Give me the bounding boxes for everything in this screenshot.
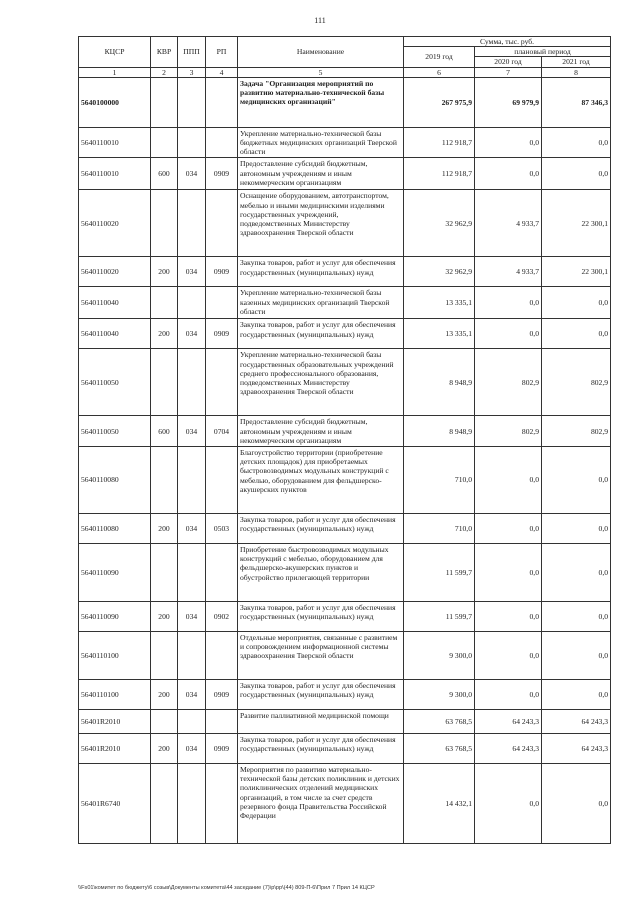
- row-kvr: 200: [151, 602, 178, 632]
- row-2020: 0,0: [475, 680, 542, 710]
- row-2021: 64 243,3: [542, 734, 611, 764]
- row-2021: 0,0: [542, 287, 611, 319]
- row-2020: 0,0: [475, 127, 542, 158]
- row-kvr: [151, 544, 178, 602]
- col-num: 1: [79, 67, 151, 77]
- row-2020: 0,0: [475, 514, 542, 544]
- table-row: [79, 710, 611, 734]
- table-row: [79, 190, 611, 257]
- row-name: Предоставление субсидий бюджетным, автономным учреждениям и иным некоммерческим организациям: [238, 158, 404, 190]
- row-2019: 11 599,7: [404, 602, 475, 632]
- row-2021: 802,9: [542, 349, 611, 416]
- row-kvr: [151, 764, 178, 844]
- table-row: [79, 544, 611, 602]
- row-name: Мероприятия по развитию материально-технической базы детских поликлиник и детских поликлинических отделений медицинских организаций, в том числе за счет средств резервного фонда Правительства Российской Федерации: [238, 764, 404, 844]
- table-row: [79, 514, 611, 544]
- header-kvr: КВР: [151, 37, 178, 68]
- header-rp: РП: [206, 37, 238, 68]
- row-kvr: [151, 127, 178, 158]
- row-code: 5640110050: [79, 416, 151, 447]
- row-name: Укрепление материально-технической базы бюджетных медицинских организаций Тверской области: [238, 127, 404, 158]
- row-rp: [206, 764, 238, 844]
- table-row: [79, 158, 611, 190]
- row-2021: 0,0: [542, 544, 611, 602]
- row-2021: 22 300,1: [542, 257, 611, 287]
- row-kvr: [151, 632, 178, 680]
- row-2020: 0,0: [475, 544, 542, 602]
- table-row: [79, 319, 611, 349]
- row-code: 5640110020: [79, 257, 151, 287]
- row-ppp: [178, 190, 206, 257]
- row-ppp: [178, 77, 206, 127]
- row-2019: 8 948,9: [404, 349, 475, 416]
- row-rp: [206, 127, 238, 158]
- row-name: Закупка товаров, работ и услуг для обеспечения государственных (муниципальных) нужд: [238, 257, 404, 287]
- row-2020: 4 933,7: [475, 257, 542, 287]
- row-ppp: [178, 764, 206, 844]
- row-ppp: [178, 447, 206, 514]
- row-2020: 0,0: [475, 287, 542, 319]
- table-row: [79, 77, 611, 127]
- row-code: 5640100000: [79, 77, 151, 127]
- row-code: 5640110050: [79, 349, 151, 416]
- row-kvr: 200: [151, 514, 178, 544]
- row-2020: 0,0: [475, 602, 542, 632]
- row-ppp: [178, 544, 206, 602]
- col-num: 6: [404, 67, 475, 77]
- header-2019: 2019 год: [404, 47, 475, 67]
- row-kvr: 200: [151, 734, 178, 764]
- col-num: 5: [238, 67, 404, 77]
- col-num: 4: [206, 67, 238, 77]
- row-ppp: 034: [178, 680, 206, 710]
- row-2020: 0,0: [475, 447, 542, 514]
- row-2021: 0,0: [542, 602, 611, 632]
- header-ppp: ППП: [178, 37, 206, 68]
- row-code: 5640110080: [79, 447, 151, 514]
- row-rp: 0909: [206, 257, 238, 287]
- row-rp: [206, 544, 238, 602]
- row-rp: [206, 287, 238, 319]
- row-2021: 0,0: [542, 447, 611, 514]
- row-2020: 0,0: [475, 764, 542, 844]
- row-rp: 0909: [206, 158, 238, 190]
- col-num: 7: [475, 67, 542, 77]
- row-name: Закупка товаров, работ и услуг для обеспечения государственных (муниципальных) нужд: [238, 680, 404, 710]
- row-2019: 112 918,7: [404, 127, 475, 158]
- row-2020: 4 933,7: [475, 190, 542, 257]
- row-kvr: [151, 349, 178, 416]
- file-path-footer: \\Fs01\комитет по бюджету\6 созыв\Документы комитета\44 заседание (7)\р\рр\(44) 809-П-6\Прил 7 Прил 14 КЦСР: [78, 885, 375, 891]
- row-ppp: 034: [178, 257, 206, 287]
- row-2019: 8 948,9: [404, 416, 475, 447]
- row-2021: 64 243,3: [542, 710, 611, 734]
- row-ppp: 034: [178, 416, 206, 447]
- row-ppp: [178, 632, 206, 680]
- row-2020: 64 243,3: [475, 734, 542, 764]
- header-sum: Сумма, тыс. руб.: [404, 37, 611, 47]
- page-number: 111: [314, 16, 326, 25]
- row-code: 56401R6740: [79, 764, 151, 844]
- table-row: [79, 734, 611, 764]
- row-code: 5640110040: [79, 319, 151, 349]
- row-2019: 13 335,1: [404, 319, 475, 349]
- row-name: Закупка товаров, работ и услуг для обеспечения государственных (муниципальных) нужд: [238, 602, 404, 632]
- row-code: 5640110100: [79, 632, 151, 680]
- row-name: Укрепление материально-технической базы государственных образовательных учреждений среднего профессионального образования, подведомственных Министерству здравоохранения Тверской области: [238, 349, 404, 416]
- row-kvr: 200: [151, 257, 178, 287]
- row-code: 5640110090: [79, 544, 151, 602]
- row-ppp: [178, 287, 206, 319]
- row-code: 56401R2010: [79, 710, 151, 734]
- row-2019: 63 768,5: [404, 734, 475, 764]
- row-2019: 13 335,1: [404, 287, 475, 319]
- row-2020: 0,0: [475, 158, 542, 190]
- row-rp: 0902: [206, 602, 238, 632]
- row-name: Укрепление материально-технической базы казенных медицинских организаций Тверской области: [238, 287, 404, 319]
- row-2019: 32 962,9: [404, 190, 475, 257]
- header-planned: плановый период: [475, 47, 611, 57]
- row-2021: 0,0: [542, 319, 611, 349]
- header-name: Наименование: [238, 37, 404, 68]
- row-ppp: 034: [178, 319, 206, 349]
- row-rp: 0909: [206, 319, 238, 349]
- row-kvr: 200: [151, 680, 178, 710]
- row-code: 5640110100: [79, 680, 151, 710]
- row-2020: 802,9: [475, 349, 542, 416]
- row-kvr: [151, 287, 178, 319]
- row-kvr: 600: [151, 158, 178, 190]
- row-rp: [206, 447, 238, 514]
- row-2021: 0,0: [542, 632, 611, 680]
- row-2019: 32 962,9: [404, 257, 475, 287]
- col-num: 8: [542, 67, 611, 77]
- header-2021: 2021 год: [542, 57, 611, 67]
- row-name: Благоустройство территории (приобретение детских площадок) для приобретаемых быстровозводимых модульных конструкций с мебелью, оборудованием для фельдшерско-акушерских пунктов: [238, 447, 404, 514]
- row-2019: 710,0: [404, 514, 475, 544]
- table-row: [79, 416, 611, 447]
- table-row: [79, 349, 611, 416]
- row-2021: 22 300,1: [542, 190, 611, 257]
- row-kvr: [151, 447, 178, 514]
- row-kvr: 200: [151, 319, 178, 349]
- row-2021: 802,9: [542, 416, 611, 447]
- row-2019: 9 300,0: [404, 680, 475, 710]
- row-code: 5640110090: [79, 602, 151, 632]
- table-row: [79, 602, 611, 632]
- row-rp: 0503: [206, 514, 238, 544]
- row-2019: 14 432,1: [404, 764, 475, 844]
- row-2019: 112 918,7: [404, 158, 475, 190]
- row-2020: 802,9: [475, 416, 542, 447]
- row-name: Отдельные мероприятия, связанные с развитием и сопровождением информационной системы здравоохранения Тверской области: [238, 632, 404, 680]
- row-2020: 69 979,9: [475, 77, 542, 127]
- row-name: Закупка товаров, работ и услуг для обеспечения государственных (муниципальных) нужд: [238, 514, 404, 544]
- table-row: [79, 764, 611, 844]
- row-2021: 0,0: [542, 680, 611, 710]
- row-2019: 9 300,0: [404, 632, 475, 680]
- row-ppp: 034: [178, 602, 206, 632]
- table-row: [79, 447, 611, 514]
- row-rp: [206, 190, 238, 257]
- row-rp: [206, 710, 238, 734]
- row-kvr: [151, 710, 178, 734]
- row-2019: 710,0: [404, 447, 475, 514]
- row-2020: 64 243,3: [475, 710, 542, 734]
- row-name: Предоставление субсидий бюджетным, автономным учреждениям и иным некоммерческим организациям: [238, 416, 404, 447]
- row-ppp: [178, 127, 206, 158]
- row-code: 56401R2010: [79, 734, 151, 764]
- row-kvr: [151, 77, 178, 127]
- row-2021: 0,0: [542, 127, 611, 158]
- row-2021: 0,0: [542, 764, 611, 844]
- table-row: [79, 257, 611, 287]
- row-2021: 0,0: [542, 514, 611, 544]
- row-rp: [206, 77, 238, 127]
- table-row: [79, 680, 611, 710]
- row-rp: [206, 349, 238, 416]
- row-name: Приобретение быстровозводимых модульных конструкций с мебелью, оборудованием для фельдшерско-акушерских пунктов и обустройство прилегающей территории: [238, 544, 404, 602]
- budget-table: [78, 36, 611, 844]
- col-num: 2: [151, 67, 178, 77]
- row-code: 5640110080: [79, 514, 151, 544]
- row-2019: 11 599,7: [404, 544, 475, 602]
- row-name: Развитие паллиативной медицинской помощи: [238, 710, 404, 734]
- row-2019: 267 975,9: [404, 77, 475, 127]
- col-num: 3: [178, 67, 206, 77]
- row-code: 5640110010: [79, 158, 151, 190]
- row-2019: 63 768,5: [404, 710, 475, 734]
- row-rp: 0704: [206, 416, 238, 447]
- header-kcsr: КЦСР: [79, 37, 151, 68]
- row-name: Оснащение оборудованием, автотранспортом, мебелью и иными медицинскими изделиями государственных учреждений, подведомственных Министерству здравоохранения Тверской области: [238, 190, 404, 257]
- row-code: 5640110020: [79, 190, 151, 257]
- row-2021: 87 346,3: [542, 77, 611, 127]
- row-2020: 0,0: [475, 319, 542, 349]
- row-ppp: 034: [178, 734, 206, 764]
- table-row: [79, 127, 611, 158]
- row-2021: 0,0: [542, 158, 611, 190]
- row-ppp: [178, 349, 206, 416]
- row-ppp: 034: [178, 514, 206, 544]
- row-ppp: [178, 710, 206, 734]
- row-kvr: [151, 190, 178, 257]
- row-rp: 0909: [206, 680, 238, 710]
- row-name: Закупка товаров, работ и услуг для обеспечения государственных (муниципальных) нужд: [238, 319, 404, 349]
- header-2020: 2020 год: [475, 57, 542, 67]
- table-row: [79, 632, 611, 680]
- row-code: 5640110040: [79, 287, 151, 319]
- table-row: [79, 287, 611, 319]
- row-ppp: 034: [178, 158, 206, 190]
- row-code: 5640110010: [79, 127, 151, 158]
- row-rp: [206, 632, 238, 680]
- row-2020: 0,0: [475, 632, 542, 680]
- row-kvr: 600: [151, 416, 178, 447]
- row-name: Задача "Организация мероприятий по развитию материально-технической базы медицинских организаций": [238, 77, 404, 127]
- row-name: Закупка товаров, работ и услуг для обеспечения государственных (муниципальных) нужд: [238, 734, 404, 764]
- row-rp: 0909: [206, 734, 238, 764]
